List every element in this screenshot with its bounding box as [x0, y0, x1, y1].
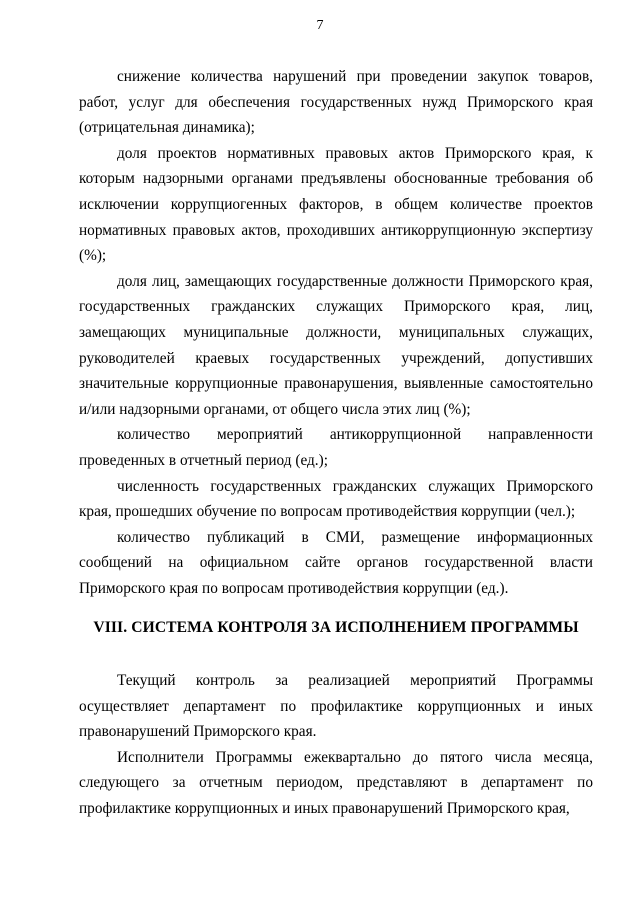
- document-body: [79, 64, 593, 822]
- paragraph: снижение количества нарушений при проведении закупок товаров, работ, услуг для обеспечения государственных нужд Приморского края (отрицательная динамика);: [79, 68, 593, 137]
- paragraph: доля проектов нормативных правовых актов Приморского края, к которым надзорными органами предъявлены обоснованные требования об исключении коррупциогенных факторов, в общем количестве проектов нормативных правовых актов, проходивших антикоррупционную экспертизу (%);: [79, 144, 593, 265]
- paragraph: Исполнители Программы ежеквартально до пятого числа месяца, следующего за отчетным периодом, представляют в департамент по профилактике коррупционных и иных правонарушений Приморского края,: [79, 748, 593, 818]
- section-heading: VIII. СИСТЕМА КОНТРОЛЯ ЗА ИСПОЛНЕНИЕМ ПРОГРАММЫ: [93, 619, 579, 637]
- paragraph: Текущий контроль за реализацией мероприятий Программы осуществляет департамент по профилактике коррупционных и иных правонарушений Приморского края.: [79, 672, 593, 741]
- paragraph: количество публикаций в СМИ, размещение информационных сообщений на официальном сайте органов государственной власти Приморского края по вопросам противодействия коррупции (ед.).: [79, 528, 593, 597]
- page-number: 7: [316, 18, 324, 33]
- paragraph: количество мероприятий антикоррупционной направленности проведенных в отчетный период (ед.);: [79, 426, 593, 469]
- paragraph: численность государственных гражданских служащих Приморского края, прошедших обучение по вопросам противодействия коррупции (чел.);: [79, 477, 593, 521]
- paragraph: доля лиц, замещающих государственные должности Приморского края, государственных гражданских служащих Приморского края, лиц, замещающих муниципальные должности, муниципальных служащих, руководителей краевых государственных учреждений, допустивших значительные коррупционные правонарушения, выявленные самостоятельно и/или надзорными органами, от общего числа этих лиц (%);: [79, 272, 593, 418]
